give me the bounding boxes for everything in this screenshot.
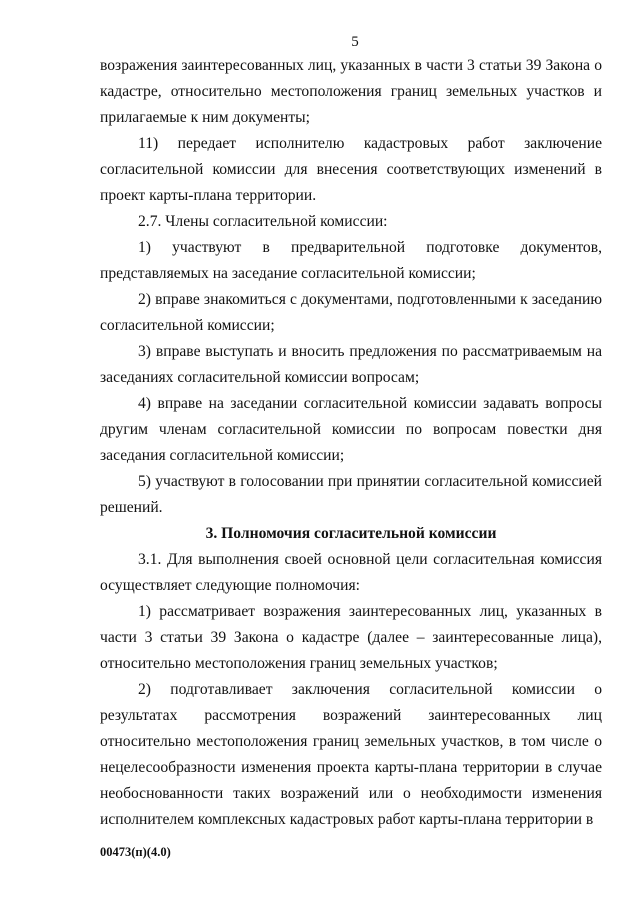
paragraph-continuation: возражения заинтересованных лиц, указанных в части 3 статьи 39 Закона о кадастре, относительно местоположения границ земельных участков и прилагаемые к ним документы; xyxy=(100,57,602,126)
paragraph-item-11: 11) передает исполнителю кадастровых работ заключение согласительной комиссии для внесения соответствующих изменений в проект карты-плана территории. xyxy=(100,135,602,204)
document-body xyxy=(100,53,602,833)
document-code: 00473(п)(4.0) xyxy=(100,845,171,859)
paragraph-3-1-powers: 3.1. Для выполнения своей основной цели согласительная комиссия осуществляет следующие полномочия: xyxy=(100,551,602,594)
section-heading: 3. Полномочия согласительной комиссии xyxy=(205,525,497,542)
paragraph-2-7-members: 2.7. Члены согласительной комиссии: xyxy=(138,213,388,230)
paragraph-member-3: 3) вправе выступать и вносить предложения по рассматриваемым на заседаниях согласительной комиссии вопросам; xyxy=(100,343,602,386)
paragraph-member-4: 4) вправе на заседании согласительной комиссии задавать вопросы другим членам согласительной комиссии по вопросам повестки дня заседания согласительной комиссии; xyxy=(100,395,602,464)
page-number: 5 xyxy=(351,34,359,50)
paragraph-power-2: 2) подготавливает заключения согласительной комиссии о результатах рассмотрения возражений заинтересованных лиц относительно местоположения границ земельных участков, в том числе о нецелесообразности изменения проекта карты-плана территории в случае необоснованности таких возражений или о необходимости изменения исполнителем комплексных кадастровых работ карты-плана территории в xyxy=(100,681,602,828)
paragraph-member-5: 5) участвуют в голосовании при принятии согласительной комиссией решений. xyxy=(100,473,602,516)
paragraph-member-2: 2) вправе знакомиться с документами, подготовленными к заседанию согласительной комиссии; xyxy=(100,291,602,334)
paragraph-member-1: 1) участвуют в предварительной подготовке документов, представляемых на заседание согласительной комиссии; xyxy=(100,239,602,282)
paragraph-power-1: 1) рассматривает возражения заинтересованных лиц, указанных в части 3 статьи 39 Закона о кадастре (далее – заинтересованные лица), относительно местоположения границ земельных участков; xyxy=(100,603,602,672)
